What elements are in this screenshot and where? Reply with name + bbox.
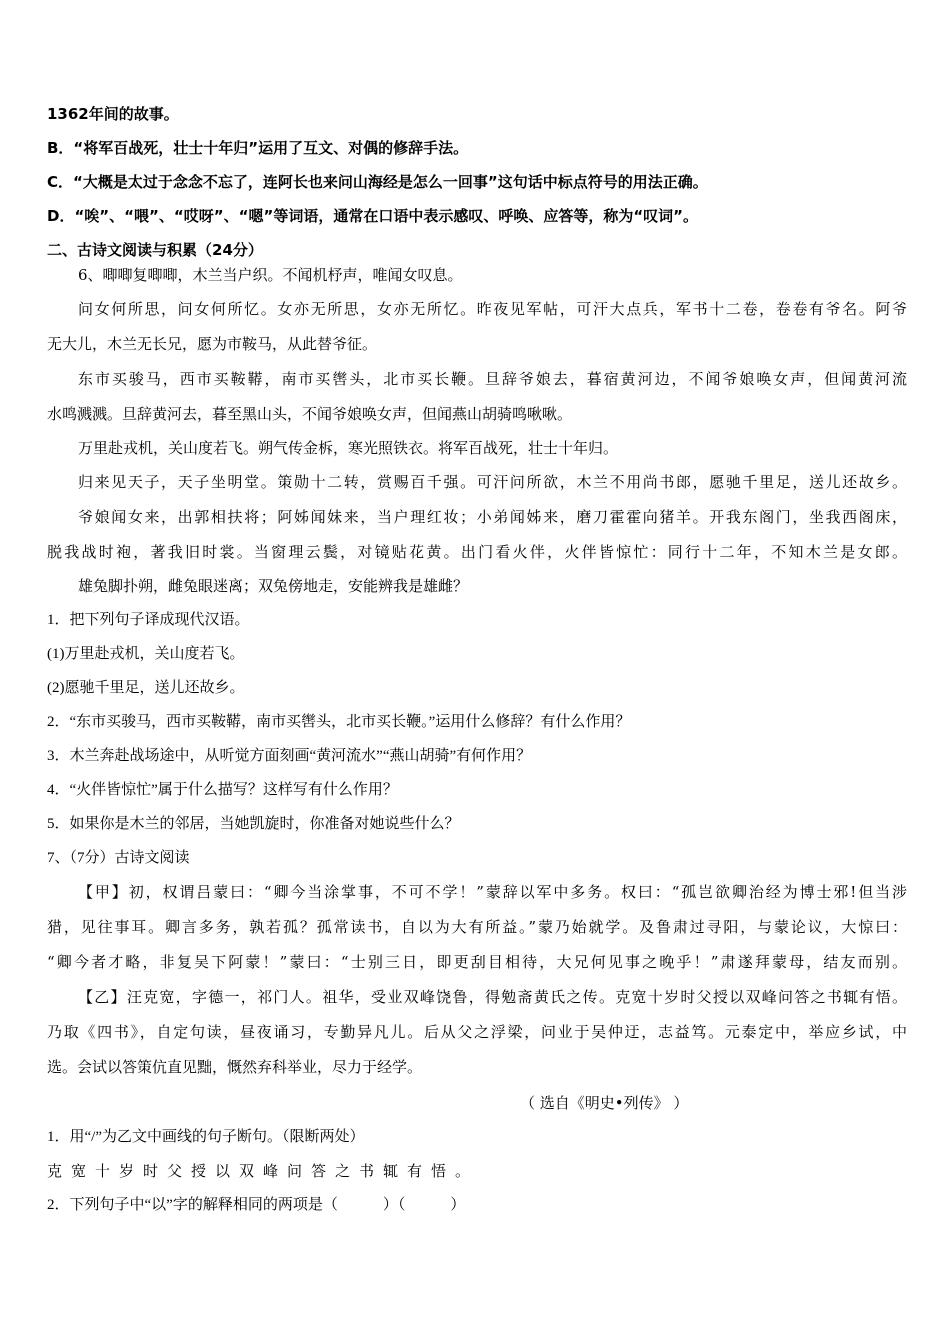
option-c: C．“大概是太过于念念不忘了，连阿长也来问山海经是怎么一回事”这句话中标点符号的用法正确。 [47,173,708,191]
question-1-sub-1: (1)万里赴戎机，关山度若飞。 [47,646,245,662]
text-jia-line-3: “卿今者才略，非复吴下阿蒙！”蒙曰：“士别三日，即更刮目相待，大兄何见事之晚乎！”肃遂拜蒙母，结友而别。 [47,953,907,971]
poem-line-1: 6、唧唧复唧唧，木兰当户织。不闻机杼声，唯闻女叹息。 [78,266,463,284]
poem-line-9: 脱我战时袍，著我旧时裳。当窗理云鬓，对镜贴花黄。出门看火伴，火伴皆惊忙：同行十二年，不知木兰是女郎。 [47,543,907,561]
section-heading: 二、古诗文阅读与积累（24分） [47,241,263,259]
poem-line-8: 爷娘闻女来，出郭相扶将；阿姊闻妹来，当户理红妆；小弟闻姊来，磨刀霍霍向猪羊。开我东阁门，坐我西阁床， [78,508,907,526]
text-jia-line-2: 猎，见往事耳。卿言多务，孰若孤？孤常读书，自以为大有所益。”蒙乃始就学。及鲁肃过寻阳，与蒙论议，大惊曰： [47,918,907,936]
poem-line-2: 问女何所思，问女何所忆。女亦无所思，女亦无所忆。昨夜见军帖，可汗大点兵，军书十二卷，卷卷有爷名。阿爷 [78,300,907,318]
text-yi-line-1: 【乙】汪克宽，字德一，祁门人。祖华，受业双峰饶鲁，得勉斋黄氏之传。克宽十岁时父授以双峰问答之书辄有悟。 [78,988,907,1006]
option-d: D．“唉”、“喂”、“哎呀”、“嗯”等词语，通常在口语中表示感叹、呼唤、应答等，称为“叹词”。 [47,207,699,225]
question-1-sub-2: (2)愿驰千里足，送儿还故乡。 [47,680,245,696]
poem-line-6: 万里赴戎机，关山度若飞。朔气传金柝，寒光照铁衣。将军百战死，壮士十年归。 [78,439,619,457]
option-b: B．“将军百战死，壮士十年归”运用了互文、对偶的修辞手法。 [47,139,469,157]
question-7-heading: 7、（7分）古诗文阅读 [47,850,190,866]
question-2: 2．“东市买骏马，西市买鞍鞯，南市买辔头，北市买长鞭。”运用什么修辞？有什么作用？ [47,714,631,730]
sentence-to-punctuate: 克宽十岁时父授以双峰问答之书辄有悟。 [47,1162,480,1180]
question-5: 5．如果你是木兰的邻居，当她凯旋时，你准备对她说些什么？ [47,816,460,832]
poem-line-10: 雄兔脚扑朔，雌兔眼迷离；双兔傍地走，安能辨我是雄雌？ [78,577,469,595]
question-3: 3．木兰奔赴战场途中，从听觉方面刻画“黄河流水”“燕山胡骑”有何作用？ [47,748,532,764]
poem-line-4: 东市买骏马，西市买鞍鞯，南市买辔头，北市买长鞭。旦辞爷娘去，暮宿黄河边，不闻爷娘唤女声，但闻黄河流 [78,370,907,388]
text-yi-line-2: 乃取《四书》，自定句读，昼夜诵习，专勤异凡儿。后从父之浮梁，问业于吴仲迂，志益笃。元泰定中，举应乡试，中 [47,1023,907,1041]
question-7-2: 2．下列句子中“以”字的解释相同的两项是（ ）（ ） [47,1197,466,1213]
question-4: 4．“火伴皆惊忙”属于什么描写？这样写有什么作用？ [47,782,398,798]
question-1: 1．把下列句子译成现代汉语。 [47,612,250,628]
poem-line-7: 归来见天子，天子坐明堂。策勋十二转，赏赐百千强。可汗问所欲，木兰不用尚书郎，愿驰千里足，送儿还故乡。 [78,473,907,491]
option-a-continuation: 1362年间的故事。 [47,105,179,123]
poem-line-5: 水鸣溅溅。旦辞黄河去，暮至黑山头，不闻爷娘唤女声，但闻燕山胡骑鸣啾啾。 [47,405,573,423]
source-citation: （ 选自《明史•列传》 ） [520,1094,689,1112]
text-jia-line-1: 【甲】初，权谓吕蒙曰：“卿今当涂掌事，不可不学！”蒙辞以军中多务。权曰：“孤岂欲卿治经为博士邪!但当涉 [78,883,907,901]
question-7-1: 1．用“/”为乙文中画线的句子断句。（限断两处） [47,1129,365,1145]
text-yi-line-3: 选。会试以答策伉直见黜，慨然弃科举业，尽力于经学。 [47,1058,423,1076]
poem-line-3: 无大儿，木兰无长兄，愿为市鞍马，从此替爷征。 [47,335,378,353]
